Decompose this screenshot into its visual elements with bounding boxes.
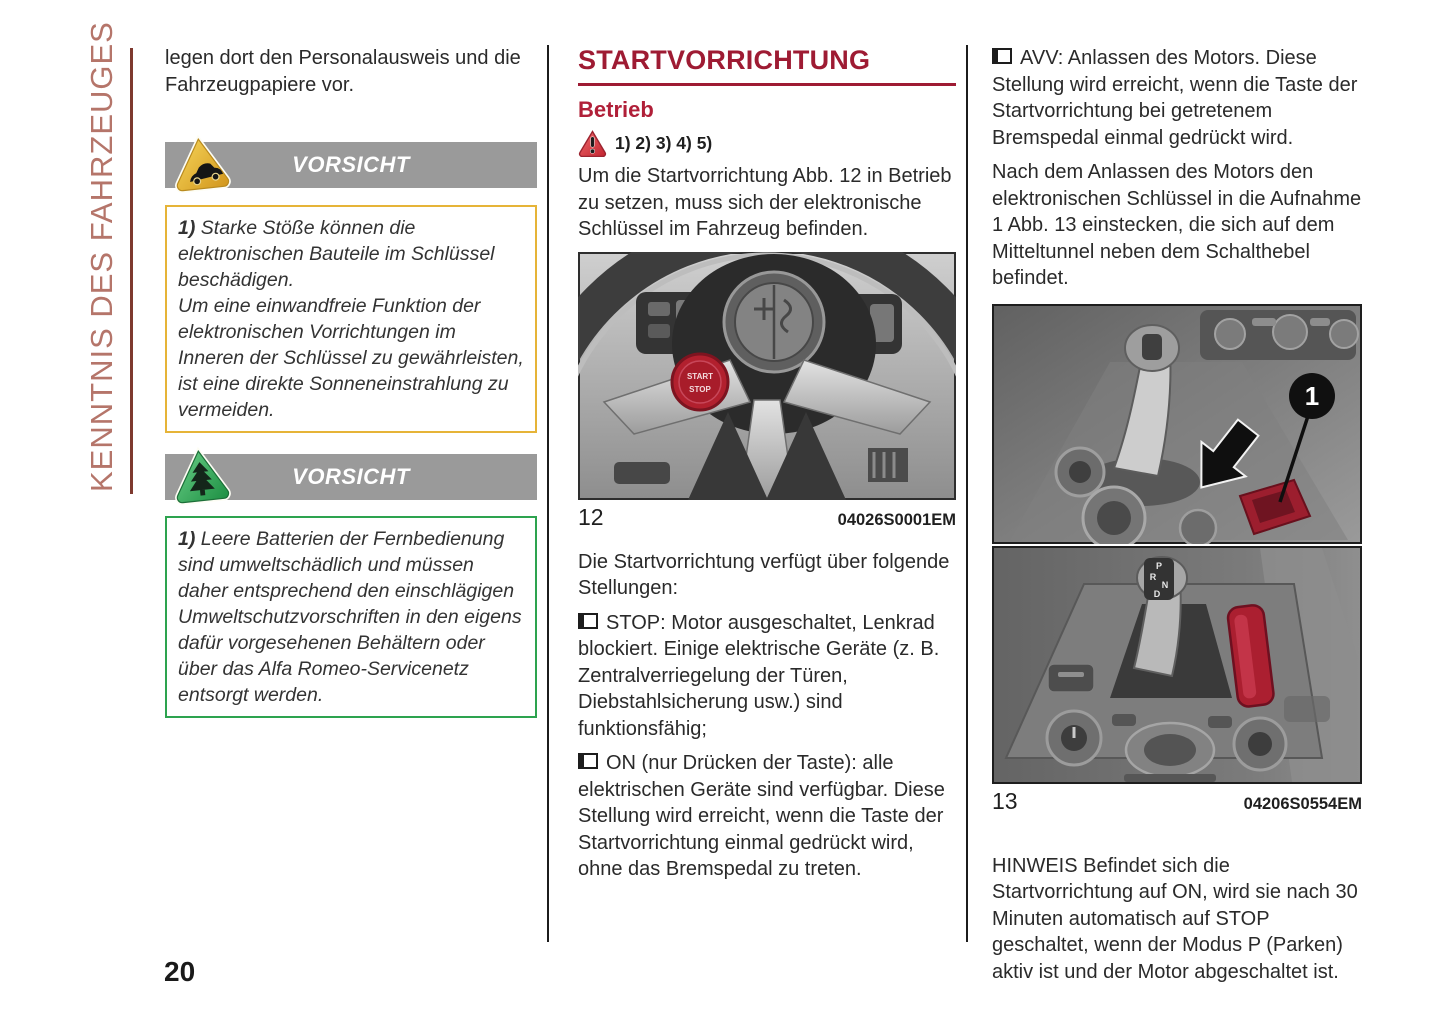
chapter-sidebar-label: KENNTNIS DES FAHRZEUGES xyxy=(84,21,119,492)
caution-note-line: Um eine einwandfreie Funktion der elektronischen Vorrichtungen im Inneren der Schlüssel zu gewährleisten, ist eine direkte Sonneneinstrahlung zu vermeiden. xyxy=(178,295,524,421)
callout-1-label: 1 xyxy=(1304,380,1320,411)
start-button-label-bottom: STOP xyxy=(689,384,711,394)
figure-13-caption xyxy=(992,788,1362,815)
middle-column xyxy=(578,45,956,883)
car-road-warning-icon xyxy=(170,135,232,195)
section-title: STARTVORRICHTUNG xyxy=(578,45,956,86)
caution-title: VORSICHT xyxy=(292,152,410,177)
right-column xyxy=(992,45,1362,985)
start-device-intro: Um die Startvorrichtung Abb. 12 in Betrieb zu setzen, muss sich der elektronische Schlüssel im Fahrzeug befinden. xyxy=(578,165,952,240)
key-insert-paragraph: Nach dem Anlassen des Motors den elektronischen Schlüssel in die Aufnahme 1 Abb. 13 einstecken, die sich auf dem Mitteltunnel neben dem Schalthebel befindet. xyxy=(992,161,1362,289)
caution-note-line: 1) Starke Stöße können die elektronischen Bauteile im Schlüssel beschädigen. xyxy=(178,217,495,291)
column-divider xyxy=(547,45,549,942)
caution-header-car xyxy=(165,142,537,188)
figure-number: 13 xyxy=(992,787,1018,814)
intro-paragraph: legen dort den Personalausweis und die Fahrzeugpapiere vor. xyxy=(165,47,521,96)
figure-13-console-slot-image xyxy=(992,304,1362,544)
square-bullet-icon xyxy=(992,48,1012,64)
figure-code: 04026S0001EM xyxy=(837,510,956,529)
subsection-title: Betrieb xyxy=(578,97,654,122)
start-button-label-top: START xyxy=(686,371,714,381)
figure-number: 12 xyxy=(578,503,604,530)
square-bullet-icon xyxy=(578,753,598,769)
figure-12-caption xyxy=(578,504,956,531)
figure-12 xyxy=(578,252,956,531)
figure-code: 04206S0554EM xyxy=(1243,794,1362,813)
left-column xyxy=(165,45,537,718)
bullet-stop: STOP: Motor ausgeschaltet, Lenkrad blockiert. Einige elektrische Geräte (z. B. Zentralverriegelung der Türen, Diebstahlsicherung usw.) sind funktionsfähig; xyxy=(578,611,940,740)
shifter-letter-n: N xyxy=(1161,579,1169,590)
square-bullet-icon xyxy=(578,613,598,629)
bullet-avv: AVV: Anlassen des Motors. Diese Stellung wird erreicht, wenn die Taste der Startvorrichtung bei getretenem Bremspedal einmal gedrückt wird. xyxy=(992,47,1358,149)
red-warning-triangle-icon xyxy=(578,130,607,157)
page-number: 20 xyxy=(164,956,196,987)
warning-references-row xyxy=(578,130,956,157)
positions-intro: Die Startvorrichtung verfügt über folgende Stellungen: xyxy=(578,550,950,599)
bullet-on: ON (nur Drücken der Taste): alle elektrischen Geräte sind verfügbar. Diese Stellung wird erreicht, wenn die Taste der Startvorrichtung einmal gedrückt wird, ohne das Bremspedal zu treten. xyxy=(578,752,945,880)
pine-tree-warning-icon xyxy=(170,447,232,507)
figure-12-steering-wheel-image xyxy=(578,252,956,500)
shifter-letter-p: P xyxy=(1155,560,1163,571)
shifter-letter-r: R xyxy=(1149,571,1157,582)
warning-note-references: 1) 2) 3) 4) 5) xyxy=(615,133,713,153)
figure-13-key-inserted-image xyxy=(992,546,1362,784)
shifter-letter-d: D xyxy=(1153,588,1161,599)
caution-note-electronics xyxy=(165,205,537,433)
caution-header-environment xyxy=(165,454,537,500)
sidebar-rule xyxy=(130,48,133,494)
figure-13 xyxy=(992,304,1362,815)
caution-title: VORSICHT xyxy=(292,464,410,489)
caution-note-batteries xyxy=(165,516,537,718)
hinweis-note: HINWEIS Befindet sich die Startvorrichtung auf ON, wird sie nach 30 Minuten automatisch auf STOP geschaltet, wenn der Modus P (Parken) aktiv ist und der Motor abgeschaltet ist. xyxy=(992,854,1358,983)
caution-note-line: 1) Leere Batterien der Fernbedienung sind umweltschädlich und müssen daher entsprechend den einschlägigen Umweltschutzvorschriften in den eigens dafür vorgesehenen Behältern oder über das Alfa Romeo-Servicenetz entsorgt werden. xyxy=(178,528,522,706)
column-divider xyxy=(966,45,968,942)
